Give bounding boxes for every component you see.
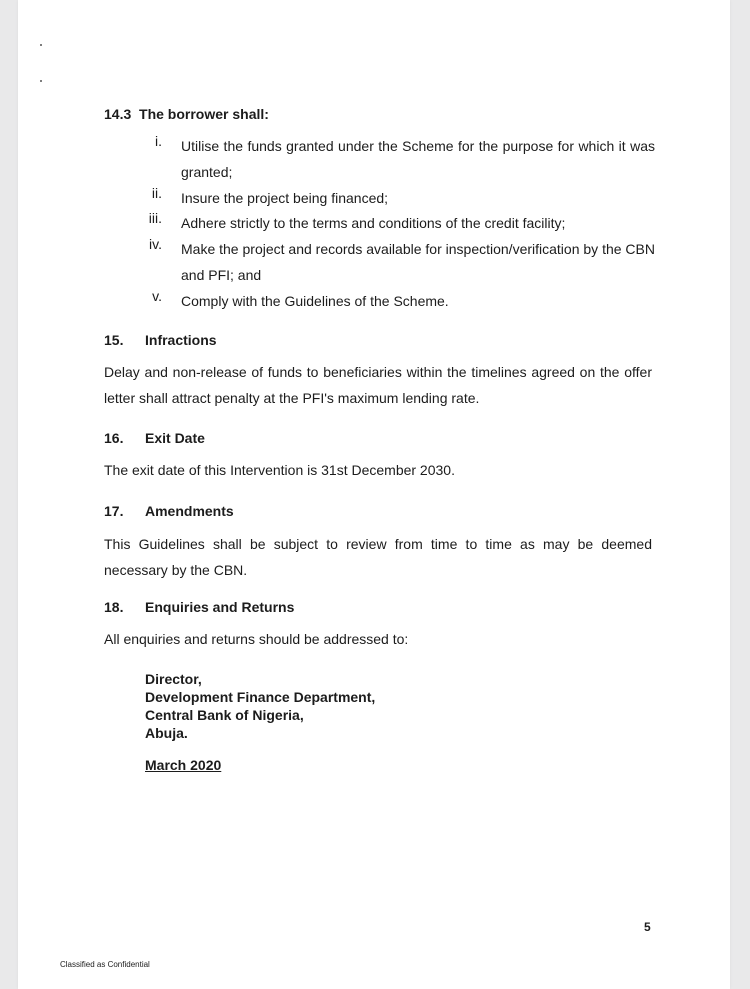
margin-mark: [40, 80, 42, 82]
list-item-text: Comply with the Guidelines of the Scheme.: [181, 293, 449, 309]
address-line: Central Bank of Nigeria,: [145, 707, 304, 723]
address-block: [145, 670, 375, 742]
list-item-number: v.: [152, 288, 162, 304]
margin-mark: [40, 44, 42, 46]
section-17-number: 17.: [104, 503, 124, 519]
address-line: Director,: [145, 671, 202, 687]
section-18-number: 18.: [104, 599, 124, 615]
section-16-number: 16.: [104, 430, 124, 446]
section-17-title: Amendments: [145, 503, 234, 519]
classification-footer: Classified as Confidential: [60, 960, 150, 969]
list-item-text: Insure the project being financed;: [181, 190, 389, 206]
list-item-number: iii.: [148, 210, 162, 226]
list-item-text: Adhere strictly to the terms and conditions of the credit facility;: [181, 215, 566, 231]
section-15-body: Delay and non-release of funds to beneficiaries within the timelines agreed on the offer letter shall attract penalty at the PFI's maximum lending rate.: [104, 364, 652, 406]
section-15-number: 15.: [104, 332, 124, 348]
section-15-title: Infractions: [145, 332, 217, 348]
section-17-body: This Guidelines shall be subject to review from time to time as may be deemed necessary by the CBN.: [104, 536, 652, 578]
list-item-number: ii.: [151, 185, 162, 201]
section-16-title: Exit Date: [145, 430, 205, 446]
address-line: Development Finance Department,: [145, 689, 376, 705]
page-number: 5: [644, 920, 651, 934]
list-item-text: Make the project and records available for inspection/verification by the CBN and PFI; and: [181, 241, 655, 283]
section-14-3-heading: 14.3 The borrower shall:: [104, 106, 269, 122]
address-line: Abuja.: [145, 725, 188, 741]
list-item-number: iv.: [149, 236, 162, 252]
section-18-body: All enquiries and returns should be addressed to:: [104, 631, 409, 647]
document-page: [18, 0, 730, 989]
section-16-body: The exit date of this Intervention is 31st December 2030.: [104, 462, 455, 478]
list-item-text: Utilise the funds granted under the Scheme for the purpose for which it was granted;: [181, 138, 655, 180]
list-item-number: i.: [155, 133, 162, 149]
section-18-title: Enquiries and Returns: [145, 599, 295, 615]
document-date: March 2020: [145, 757, 222, 773]
